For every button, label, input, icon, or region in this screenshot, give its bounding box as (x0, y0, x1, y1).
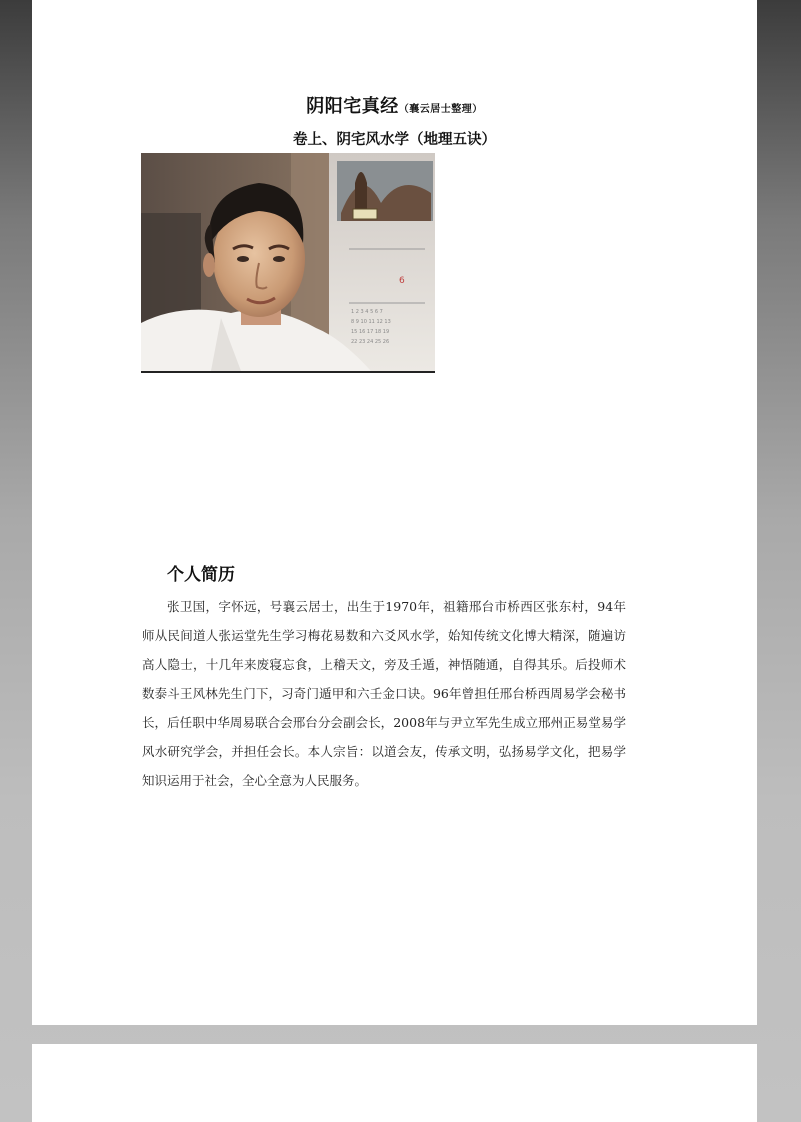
author-photo (141, 153, 435, 373)
bio-paragraph: 张卫国，字怀远，号襄云居士，出生于1970年，祖籍邢台市桥西区张东村，94年师从民间道人张运堂先生学习梅花易数和六爻风水学，始知传统文化博大精深，随遍访高人隐士，十几年来废寝忘食，上稽天文，旁及壬遁，神悟随通，自得其乐。后投师术数泰斗王风林先生门下，习奇门遁甲和六壬金口诀。96年曾担任邢台桥西周易学会秘书长，后任职中华周易联合会邢台分会副会长，2008年与尹立军先生成立邢州正易堂易学风水研究学会，并担任会长。本人宗旨：以道会友，传承文明，弘扬易学文化，把易学知识运用于社会，全心全意为人民服务。 (142, 599, 626, 788)
document-page-1 (32, 0, 757, 1025)
title-note: （襄云居士整理） (398, 104, 483, 115)
svg-text:6: 6 (399, 276, 405, 286)
document-page-2 (32, 1044, 757, 1122)
svg-text:15 16 17 18 19: 15 16 17 18 19 (351, 329, 390, 335)
title-main: 阴阳宅真经 (306, 96, 399, 117)
svg-text:1 2 3 4 5 6 7: 1 2 3 4 5 6 7 (351, 309, 383, 315)
svg-text:22 23 24 25 26: 22 23 24 25 26 (351, 339, 390, 345)
svg-text:8 9 10 11 12 13: 8 9 10 11 12 13 (351, 319, 391, 325)
document-subtitle: 卷上、阴宅风水学（地理五诀） (293, 131, 496, 148)
document-title (32, 92, 757, 118)
bio-heading: 个人简历 (167, 565, 235, 585)
